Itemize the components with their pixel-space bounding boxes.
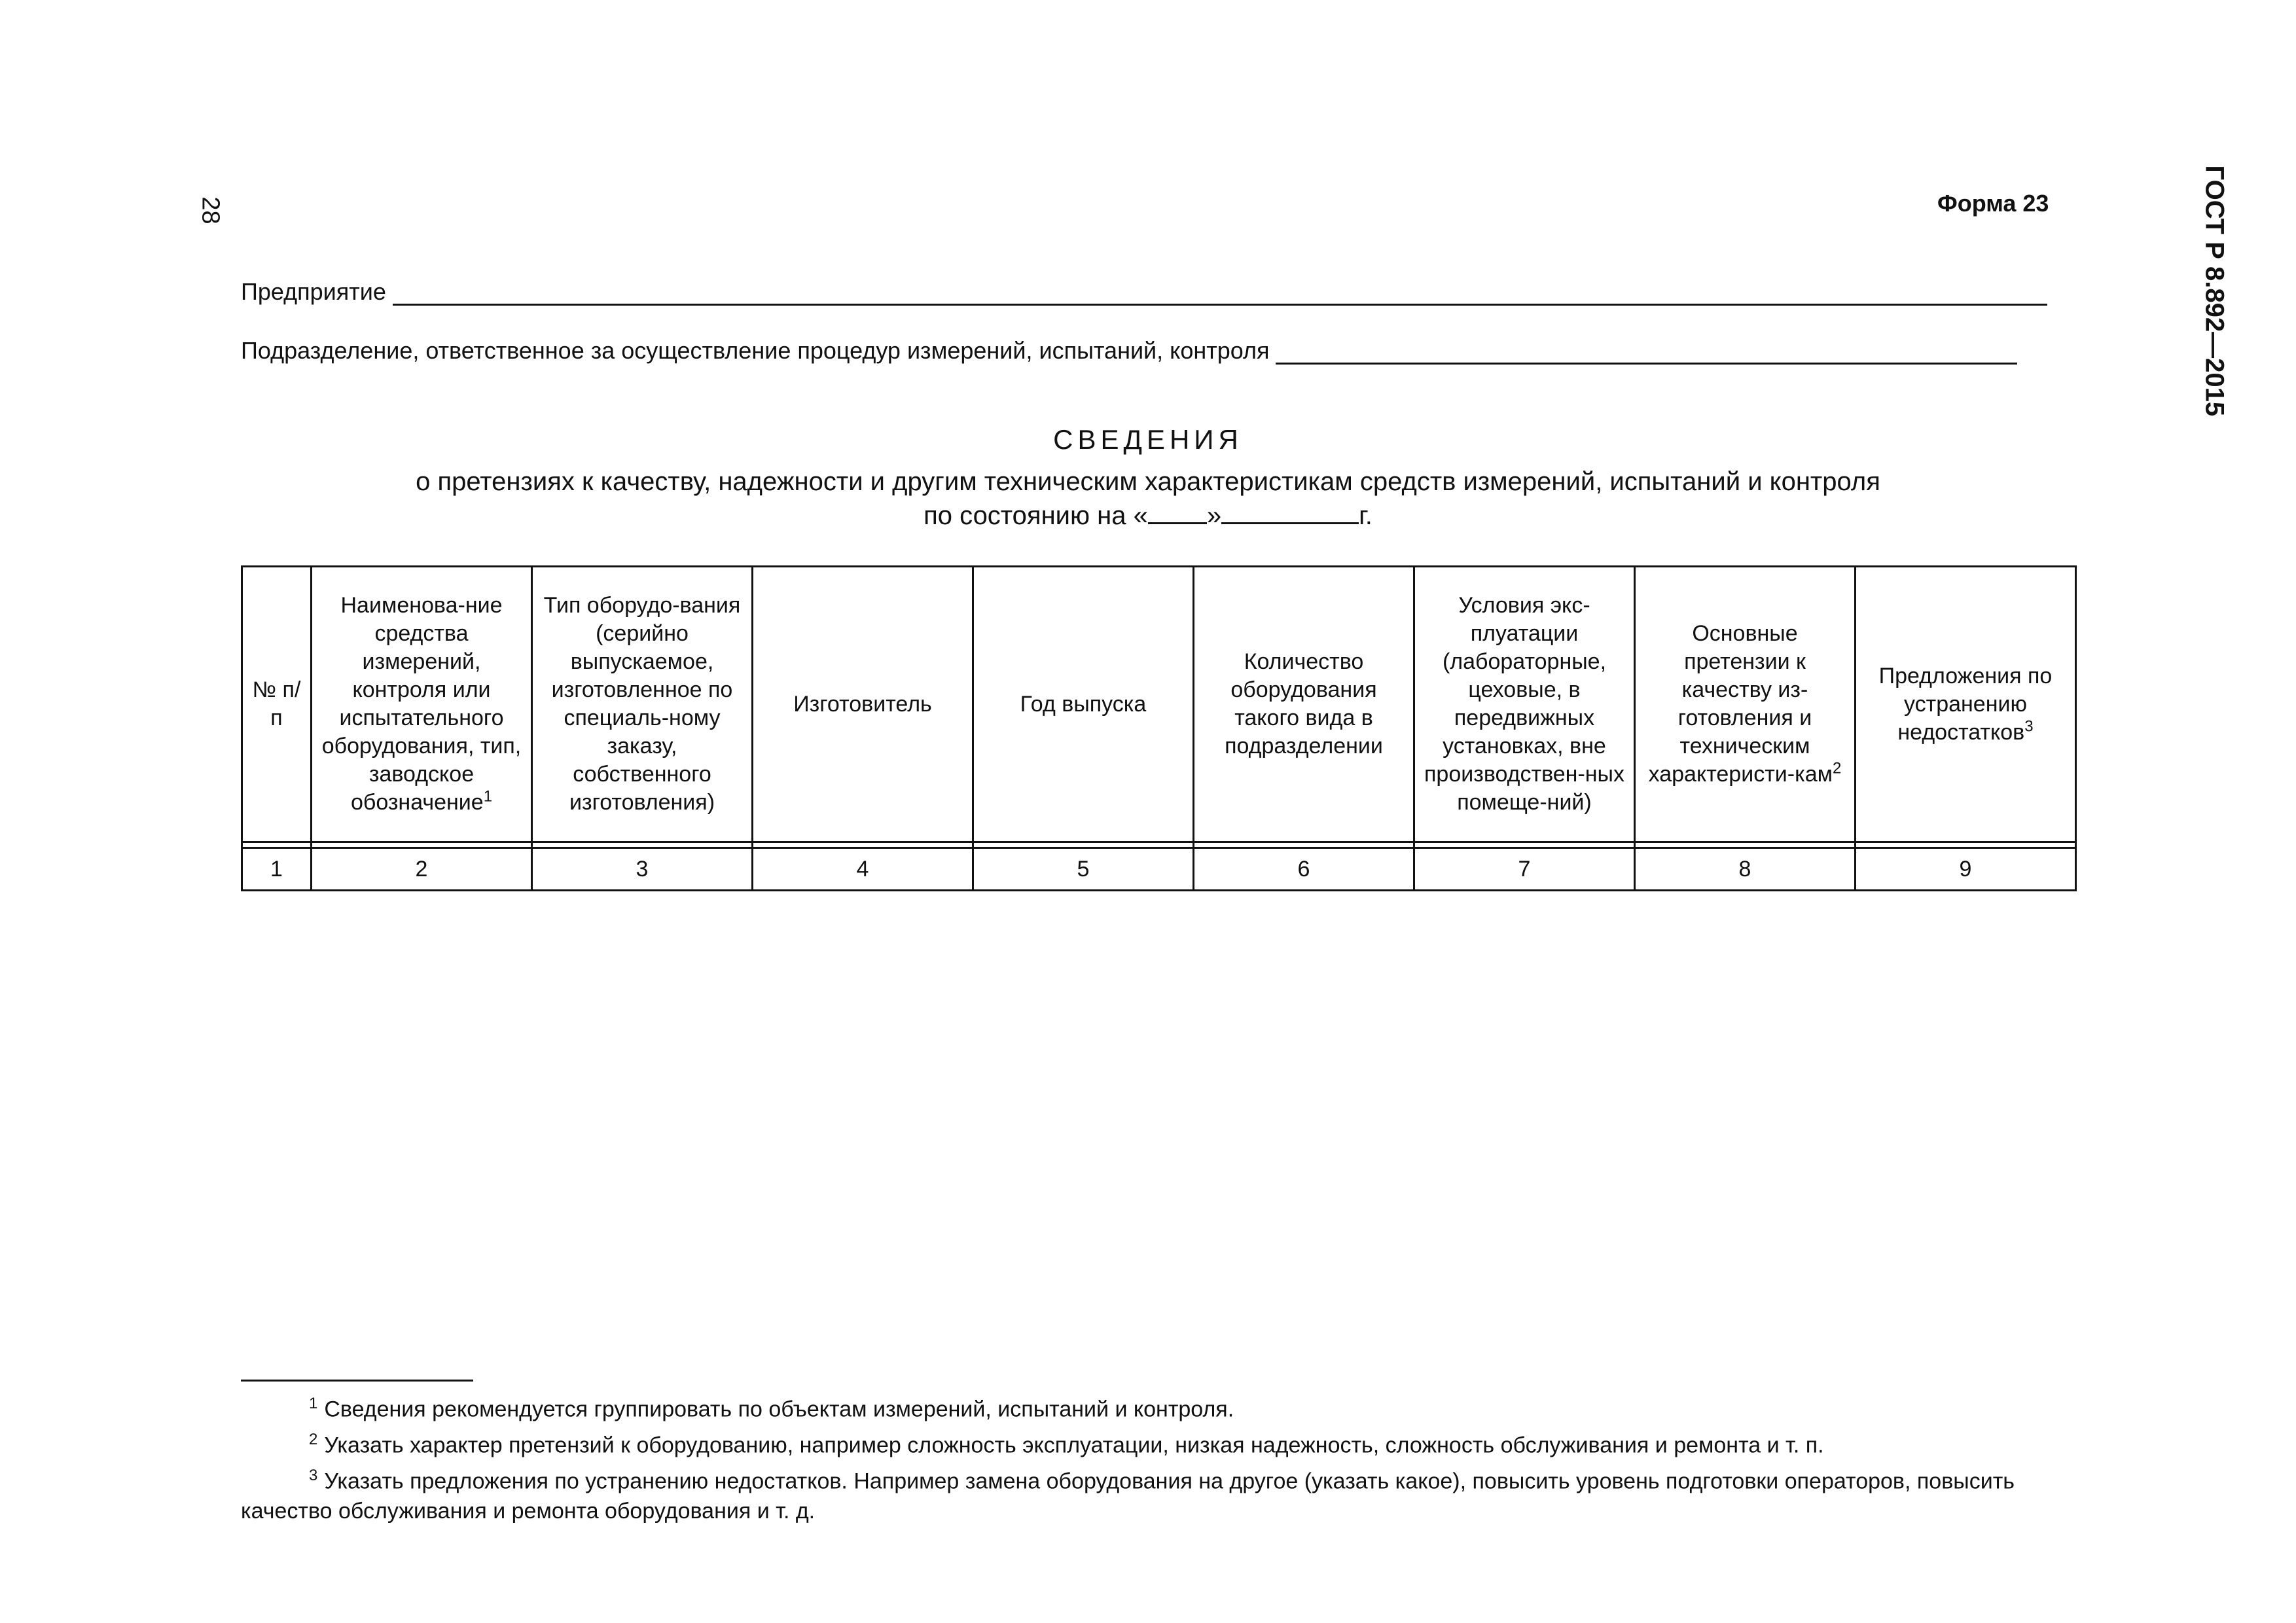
claims-table	[241, 565, 2077, 891]
header-cell: Условия экс-плуатации (лабораторные, цеховые, в передвижных установках, вне производствен-ных помеще-ний)	[1414, 567, 1635, 842]
column-number: 1	[242, 848, 312, 891]
state-middle: »	[1206, 501, 1222, 530]
column-number: 3	[532, 848, 753, 891]
column-number: 8	[1635, 848, 1856, 891]
table-header-row	[242, 567, 2076, 842]
standard-code: ГОСТ Р 8.892—2015	[2200, 165, 2229, 417]
department-label: Подразделение, ответственное за осуществление процедур измерений, испытаний, контроля	[241, 337, 1270, 364]
column-number: 6	[1194, 848, 1414, 891]
header-separator	[242, 842, 2076, 848]
month-year-blank[interactable]	[1221, 501, 1359, 524]
form-subtitle: о претензиях к качеству, надежности и другим техническим характеристикам средств измерений, испытаний и контроля	[416, 467, 1880, 496]
column-number: 7	[1414, 848, 1635, 891]
column-number-row	[242, 848, 2076, 891]
column-number: 4	[753, 848, 973, 891]
header-cell: Тип оборудо-вания (серийно выпускаемое, изготовленное по специаль-ному заказу, собственного изготовления)	[532, 567, 753, 842]
enterprise-input-line[interactable]	[393, 281, 2047, 306]
department-input-line[interactable]	[1276, 340, 2017, 365]
header-cell: № п/п	[242, 567, 312, 842]
column-number: 2	[312, 848, 532, 891]
form-title: СВЕДЕНИЯ	[1053, 424, 1243, 455]
enterprise-field	[241, 278, 2047, 306]
header-cell: Наименова-ние средства измерений, контроля или испытательного оборудования, тип, заводское обозначение$^1$	[312, 567, 532, 842]
footnote: $^1$ Сведения рекомендуется группировать по объектам измерений, испытаний и контроля.	[309, 1395, 1234, 1422]
header-cell: Предложения по устранению недостатков$^3$	[1856, 567, 2076, 842]
state-prefix: по состоянию на «	[924, 501, 1148, 530]
state-date-line	[0, 501, 2296, 531]
header-cell: Основные претензии к качеству из-готовления и техническим характеристи-кам$^2$	[1635, 567, 1856, 842]
state-suffix: г.	[1359, 501, 1372, 530]
day-blank[interactable]	[1148, 501, 1207, 524]
footnote: $^2$ Указать характер претензий к оборудованию, например сложность эксплуатации, низкая надежность, сложность обслуживания и ремонта и т. п.	[309, 1431, 1824, 1458]
header-cell: Изготовитель	[753, 567, 973, 842]
column-number: 5	[973, 848, 1194, 891]
form-label: Форма 23	[1937, 190, 2049, 217]
page-number: 28	[196, 196, 224, 224]
footnote-divider	[241, 1380, 473, 1382]
column-number: 9	[1856, 848, 2076, 891]
footnote: $^3$ Указать предложения по устранению недостатков. Например замена оборудования на другое (указать какое), повысить уровень подготовки операторов, повысить качество обслуживания и ремонта оборудования и т. д.	[241, 1467, 2015, 1524]
header-cell: Год выпуска	[973, 567, 1194, 842]
department-field	[241, 337, 2017, 365]
header-cell: Количество оборудования такого вида в подразделении	[1194, 567, 1414, 842]
enterprise-label: Предприятие	[241, 278, 386, 305]
